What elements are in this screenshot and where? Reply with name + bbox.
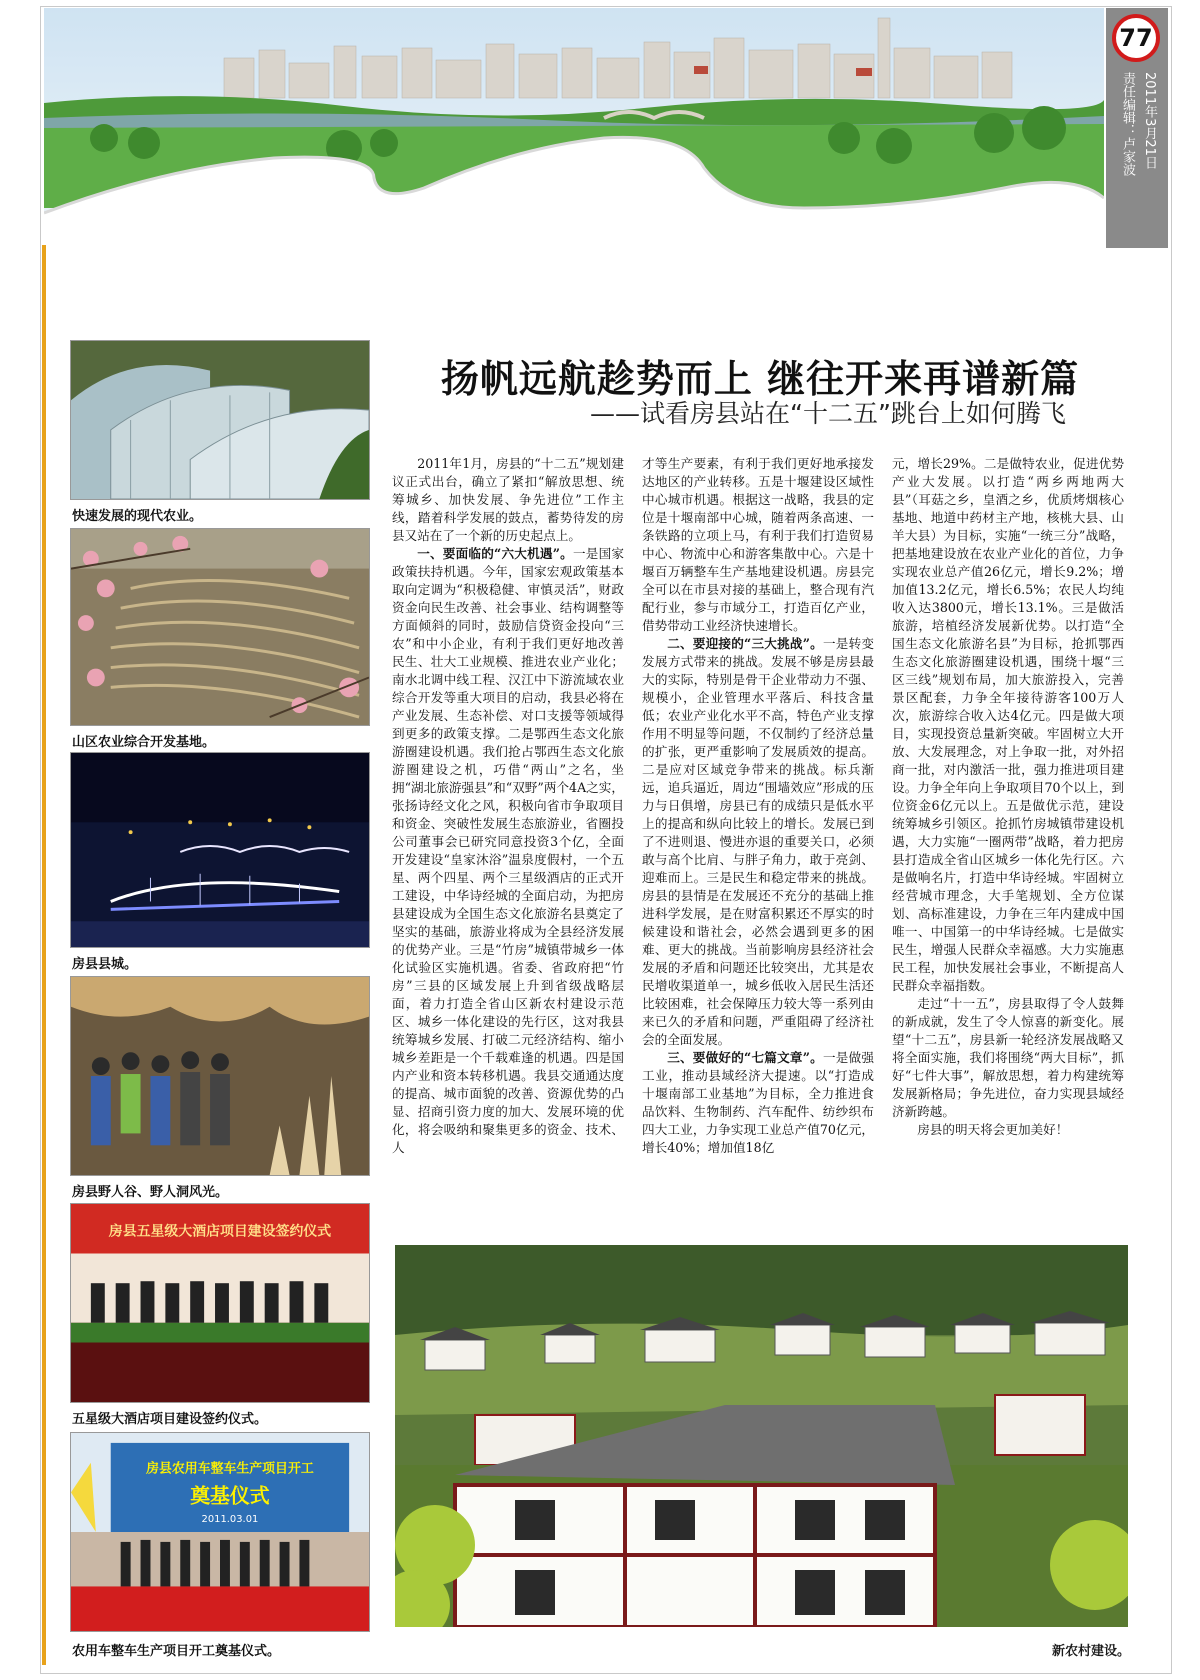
paragraph: 三、要做好的“七篇文章”。一是做强工业，推动县域经济大提速。以“打造成十堰南部工业基地”为目标，全力推进食品饮料、生物制药、汽车配件、纺纱织布四大工业，力争实现工业总产值70亿元，增长40%；增加值18亿 — [642, 1050, 874, 1155]
paragraph: 二、要迎接的“三大挑战”。一是转变发展方式带来的挑战。发展不够是房县最大的实际，特别是骨干企业带动力不强、规模小，企业管理水平落后、科技含量低；农业产业化水平不高，特色产业支撑作用不明显等问题，不仅制约了经济总量的扩张，更严重影响了发展质效的提高。二是应对区域竞争带来的挑战。标兵渐远，追兵逼近，周边“围墙效应”形成的压力与日俱增，房县已有的成绩只是低水平上的提高和纵向比较上的增长。发展已到了不进则退、慢进亦退的重要关口，必须敢与高个比肩、与胖子角力，敢于亮剑、迎难而上。三是民生和稳定带来的挑战。房县的县情是在发展还不充分的基础上推进科学发展，是在财富积累还不厚实的时候建设和谐社会，必然会遇到更多的困难、更大的挑战。当前影响房县经济社会发展的矛盾和问题还比较突出，尤其是农民增收渠道单一，城乡低收入居民生活还比较困难，社会保障压力较大等一系列由来已久的矛盾和问题，严重阻碍了经济社会的全面发展。 — [642, 636, 874, 1047]
groundbreaking-banner-line1: 房县农用车整车生产项目开工 — [146, 1461, 314, 1477]
terraced-fields-photo — [70, 528, 370, 726]
city-panorama-banner — [44, 8, 1104, 248]
photo-caption: 快速发展的现代农业。 — [72, 509, 203, 524]
photo-caption: 房县野人谷、野人洞风光。 — [72, 1185, 229, 1200]
article-subtitle: ——试看房县站在“十二五”跳台上如何腾飞 — [590, 399, 1066, 428]
paragraph: 2011年1月，房县的“十二五”规划建议正式出台，确立了紧扣“解放思想、统筹城乡、加快发展、争先进位”工作主线，踏着科学发展的鼓点，蓄势待发的房县又站在了一个新的历史起点上。 — [392, 456, 624, 543]
text-column-2 — [642, 455, 874, 1157]
village-photo — [395, 1245, 1128, 1627]
text-column-1 — [392, 455, 624, 1157]
issue-date: 2011年3月21日 — [1142, 72, 1157, 169]
paragraph: 才等生产要素，有利于我们更好地承接发达地区的产业转移。五是十堰建设区域性中心城市机遇。根据这一战略，我县的定位是十堰南部中心城，随着两条高速、一条铁路的立项上马，有利于我们打造贸易中心、物流中心和游客集散中心。六是十堰百万辆整车生产基地建设机遇。房县完全可以在市县对接的基础上，整合现有汽配行业，参与市域分工，打造百亿产业，借势带动工业经济快速增长。 — [642, 456, 874, 633]
section-heading: 一、要面临的“六大机遇”。 — [417, 546, 573, 561]
paragraph: 元，增长29%。二是做特农业，促进优势产业大发展。以打造“两乡两地两大县”（耳菇之乡，皇酒之乡，优质烤烟核心基地、地道中药材主产地，核桃大县、山羊大县）为目标，实施“一统三分”战略，把基地建设放在农业产业化的首位，力争实现农业总产值26亿元，增长9.2%；增加值13.2亿元，增长6.5%；农民人均纯收入达3800元，增长13.1%。三是做活旅游，培植经济发展新优势。以打造“全国生态文化旅游名县”为目标，抢抓鄂西生态文化旅游圈建设机遇，围绕十堰“三区三线”规划布局，加大旅游投入，完善景区配套，力争全年接待游客100万人次，旅游综合收入达4亿元。四是做大项目，实现投资总量新突破。牢固树立大开放、大发展理念，对上争取一批，对外招商一批，对内激活一批，强力推进项目建设。力争全年向上争取项目70个以上，到位资金6亿元以上。五是做优示范，建设统筹城乡引领区。抢抓竹房城镇带建设机遇，大力实施“一圈两带”战略，着力把房县打造成全省山区城乡一体化先行区。六是做响名片，打造中华诗经城。牢固树立经营城市理念，大手笔规划、全方位谋划、高标准建设，力争在三年内建成中国唯一、中国第一的中华诗经城。七是做实民生，增强人民群众幸福感。大力实施惠民工程，加快发展社会事业，不断提高人民群众幸福指数。 — [892, 456, 1124, 993]
section-heading: 二、要迎接的“三大挑战”。 — [667, 636, 823, 651]
article-title: 扬帆远航趁势而上 继往开来再谱新篇 — [440, 356, 1080, 401]
groundbreaking-photo — [70, 1432, 370, 1632]
groundbreaking-banner-line2: 奠基仪式 — [190, 1483, 270, 1508]
photo-caption: 农用车整车生产项目开工奠基仪式。 — [72, 1644, 281, 1659]
ceremony-banner-text: 房县五星级大酒店项目建设签约仪式 — [108, 1223, 332, 1240]
photo-caption: 房县县城。 — [72, 957, 138, 972]
groundbreaking-banner-date: 2011.03.01 — [201, 1514, 259, 1526]
section-heading: 三、要做好的“七篇文章”。 — [667, 1050, 823, 1065]
gold-accent-bar — [42, 245, 46, 1665]
paragraph: 一、要面临的“六大机遇”。一是国家政策扶持机遇。今年，国家宏观政策基本取向定调为“积极稳健、审慎灵活”，财政资金向民生改善、社会事业、结构调整等方面倾斜的同时，鼓励信贷资金投向“三农”和中小企业，有利于我们更好地改善民生、壮大工业规模、推进农业产业化；南水北调中线工程、汉江中下游流域农业综合开发等重大项目的启动，我县必将在产业发展、生态补偿、对口支援等领域得到更多的政策支撑。二是鄂西生态文化旅游圈建设机遇。我们抢占鄂西生态文化旅游圈建设之机，巧借“两山”之名，坐拥“湖北旅游强县”和“双野”两个4A之实，张扬诗经文化之风，积极向省市争取项目和资金、突破性发展生态旅游业，省圈投公司董事会已研究同意投资3个亿，全面开发建设“皇家沐浴”温泉度假村，一个五星、两个四星、两个三星级酒店的正式开工建设，中华诗经城的全面启动，为把房县建设成为全国生态文化旅游名县奠定了坚实的基础，旅游业将成为全县经济发展的优势产业。三是“竹房”城镇带城乡一体化试验区实施机遇。省委、省政府把“竹房”三县的区域发展上升到省级战略层面，着力打造全省山区新农村建设示范区、城乡一体化建设的先行区，这对我县统筹城乡发展、打破二元经济结构、缩小城乡差距是一个千载难逢的机遇。四是国内产业和资本转移机遇。我县交通通达度的提高、城市面貌的改善、资源优势的凸显、招商引资力度的加大、发展环境的优化，将会吸纳和聚集更多的资金、技术、人 — [392, 546, 624, 1155]
editor-credit: 责任编辑：卢家波 — [1120, 72, 1135, 176]
signing-ceremony-photo — [70, 1203, 370, 1403]
cave-photo — [70, 976, 370, 1176]
night-bridge-photo — [70, 752, 370, 948]
paragraph: 房县的明天将会更加美好！ — [917, 1122, 1069, 1137]
paragraph: 走过“十一五”，房县取得了令人鼓舞的新成就，发生了令人惊喜的新变化。展望“十二五”，房县新一轮经济发展战略又将全面实施，我们将围绕“两大目标”，抓好“七件大事”，解放思想，着力构建统筹发展新格局；争先进位，奋力实现县域经济新跨越。 — [892, 996, 1124, 1119]
page-number: 77 — [1112, 14, 1160, 62]
greenhouse-photo — [70, 340, 370, 500]
photo-caption: 山区农业综合开发基地。 — [72, 735, 216, 750]
text-column-3 — [892, 455, 1124, 1139]
village-caption: 新农村建设。 — [1051, 1644, 1130, 1659]
photo-caption: 五星级大酒店项目建设签约仪式。 — [72, 1412, 268, 1427]
